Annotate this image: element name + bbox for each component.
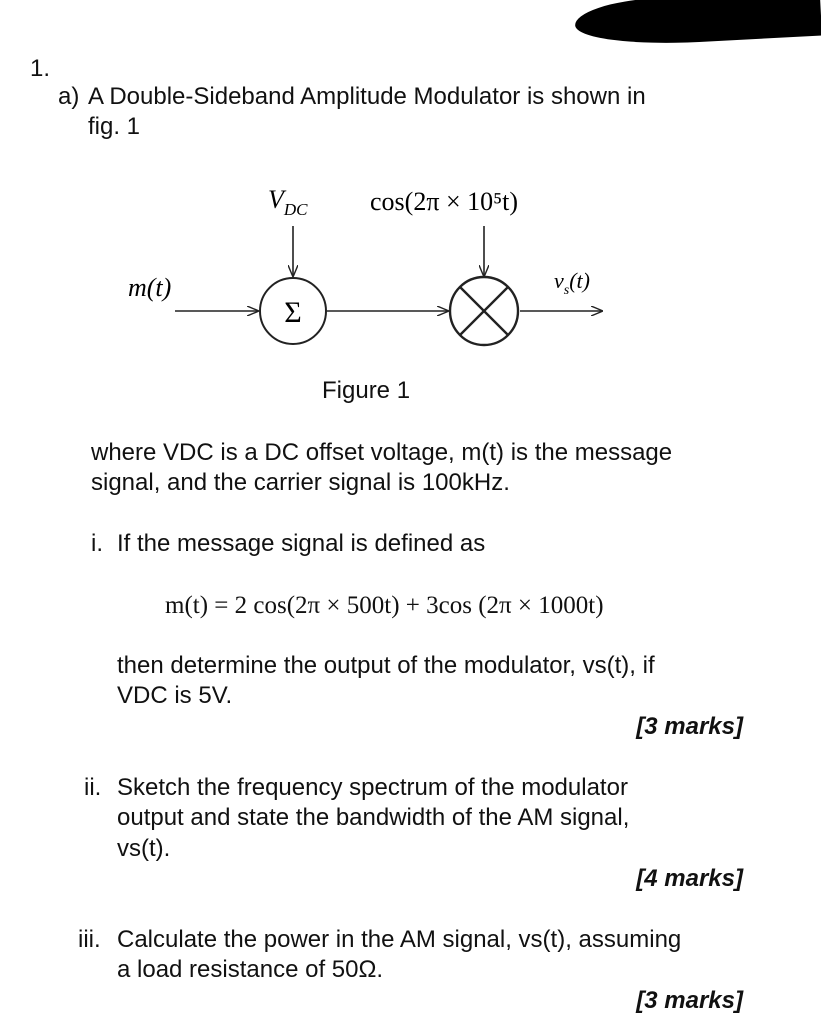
block-diagram (0, 0, 821, 420)
carrier-label: cos(2π × 10⁵t) (370, 187, 519, 216)
part-a-text-line1: A Double-Sideband Amplitude Modulator is shown in (88, 83, 646, 110)
sub-i-marks: [3 marks] (636, 713, 743, 740)
sub-i-label: i. (91, 530, 103, 557)
sub-iii-label: iii. (78, 926, 101, 953)
sub-ii-marks: [4 marks] (636, 865, 743, 892)
output-label: $v_s(t)$ (554, 268, 590, 298)
sub-ii-line1: Sketch the frequency spectrum of the modulator (117, 774, 628, 801)
question-number: 1. (30, 55, 51, 82)
mixer-multiplier (450, 277, 518, 345)
message-equation: m(t) = 2 cos(2π × 500t) + 3cos (2π × 1000t) (165, 592, 604, 619)
sub-i-line3: VDC is 5V. (117, 682, 233, 709)
figure-caption: Figure 1 (322, 377, 411, 404)
where-text-line2: signal, and the carrier signal is 100kHz. (91, 469, 510, 496)
svg-text:Σ: Σ (284, 296, 302, 329)
vdc-label: $V_{DC}$ (268, 185, 308, 219)
sub-i-line1: If the message signal is defined as (117, 530, 486, 557)
sub-ii-line3: vs(t). (117, 835, 171, 862)
sub-iii-line2: a load resistance of 50Ω. (117, 956, 384, 983)
part-a-label: a) (58, 83, 80, 110)
input-label: m(t) (128, 273, 172, 302)
sub-ii-label: ii. (84, 774, 102, 801)
part-a-text-line2: fig. 1 (88, 113, 141, 140)
sub-iii-line1: Calculate the power in the AM signal, vs(t), assuming (117, 926, 682, 953)
summing-junction (260, 278, 326, 344)
sub-ii-line2: output and state the bandwidth of the AM signal, (117, 804, 630, 831)
sub-iii-marks: [3 marks] (636, 987, 743, 1014)
sub-i-line2: then determine the output of the modulator, vs(t), if (117, 652, 655, 679)
where-text-line1: where VDC is a DC offset voltage, m(t) is the message (91, 439, 673, 466)
